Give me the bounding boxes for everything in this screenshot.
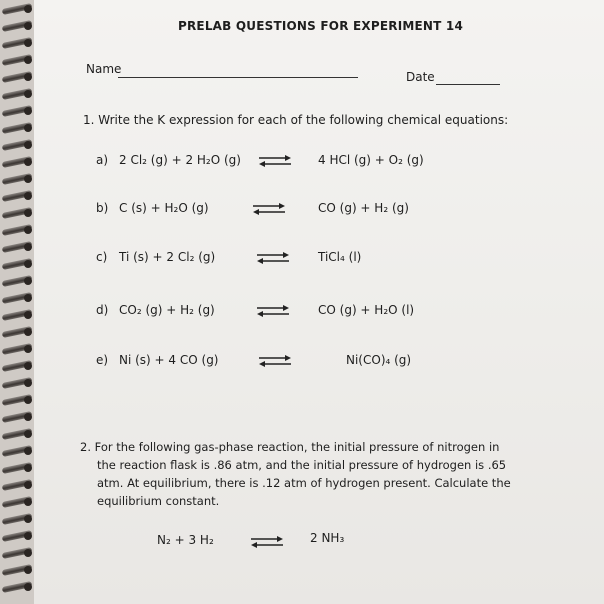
equation-c-products: TiCl₄ (l) — [318, 250, 362, 264]
binding-hole — [24, 124, 32, 132]
binding-hole — [24, 379, 32, 387]
binding-hole — [24, 226, 32, 234]
date-blank-line[interactable] — [436, 84, 500, 85]
binding-hole — [24, 583, 32, 591]
binding-hole — [24, 243, 32, 251]
question-2-line-2: the reaction flask is .86 atm, and the initial pressure of hydrogen is .65 — [97, 458, 507, 472]
equilibrium-arrows-icon — [256, 251, 290, 265]
equilibrium-arrows-icon — [250, 535, 284, 549]
binding-hole — [24, 277, 32, 285]
binding-hole — [24, 464, 32, 472]
binding-hole — [24, 56, 32, 64]
binding-hole — [24, 192, 32, 200]
binding-hole — [24, 5, 32, 13]
equation-d-label: d) — [96, 303, 109, 317]
binding-hole — [24, 515, 32, 523]
equation-a-products: 4 HCl (g) + O₂ (g) — [318, 153, 424, 167]
binding-hole — [24, 566, 32, 574]
equilibrium-arrows-icon — [252, 202, 286, 216]
equation-e-label: e) — [96, 353, 109, 367]
name-label: Name — [86, 62, 122, 76]
equilibrium-arrows-icon — [256, 304, 290, 318]
binding-hole — [24, 362, 32, 370]
binding-hole — [24, 345, 32, 353]
binding-hole — [24, 481, 32, 489]
equation-b-label: b) — [96, 201, 109, 215]
binding-hole — [24, 260, 32, 268]
worksheet-page — [24, 0, 604, 604]
binding-hole — [24, 549, 32, 557]
binding-hole — [24, 39, 32, 47]
binding-hole — [24, 90, 32, 98]
binding-hole — [24, 209, 32, 217]
question-1-prompt: 1. Write the K expression for each of the following chemical equations: — [83, 113, 509, 127]
binding-hole — [24, 294, 32, 302]
binding-hole — [24, 158, 32, 166]
binding-hole — [24, 22, 32, 30]
page-title: PRELAB QUESTIONS FOR EXPERIMENT 14 — [178, 19, 463, 33]
binding-hole — [24, 328, 32, 336]
binding-hole — [24, 396, 32, 404]
equation-d-products: CO (g) + H₂O (l) — [318, 303, 415, 317]
equation-d-reactants: CO₂ (g) + H₂ (g) — [119, 303, 215, 317]
question-2-reactants: N₂ + 3 H₂ — [157, 533, 214, 547]
equation-e-products: Ni(CO)₄ (g) — [346, 353, 412, 367]
binding-hole — [24, 430, 32, 438]
name-blank-line[interactable] — [118, 77, 358, 78]
binding-hole — [24, 498, 32, 506]
binding-hole — [24, 175, 32, 183]
equation-b-reactants: C (s) + H₂O (g) — [119, 201, 209, 215]
binding-hole — [24, 447, 32, 455]
binding-hole — [24, 311, 32, 319]
equilibrium-arrows-icon — [258, 154, 292, 168]
spiral-binding — [0, 0, 34, 604]
equation-a-label: a) — [96, 153, 109, 167]
equation-b-products: CO (g) + H₂ (g) — [318, 201, 409, 215]
binding-hole — [24, 413, 32, 421]
binding-hole — [24, 532, 32, 540]
binding-hole — [24, 141, 32, 149]
binding-hole — [24, 73, 32, 81]
equation-a-reactants: 2 Cl₂ (g) + 2 H₂O (g) — [119, 153, 241, 167]
question-2-line-1: 2. For the following gas-phase reaction, the initial pressure of nitrogen in — [80, 440, 500, 454]
equation-c-reactants: Ti (s) + 2 Cl₂ (g) — [119, 250, 216, 264]
question-2-products: 2 NH₃ — [310, 531, 345, 545]
question-2-line-4: equilibrium constant. — [97, 494, 220, 508]
question-2-line-3: atm. At equilibrium, there is .12 atm of hydrogen present. Calculate the — [97, 476, 511, 490]
binding-hole — [24, 107, 32, 115]
equilibrium-arrows-icon — [258, 354, 292, 368]
equation-c-label: c) — [96, 250, 108, 264]
equation-e-reactants: Ni (s) + 4 CO (g) — [119, 353, 219, 367]
date-label: Date — [406, 70, 435, 84]
